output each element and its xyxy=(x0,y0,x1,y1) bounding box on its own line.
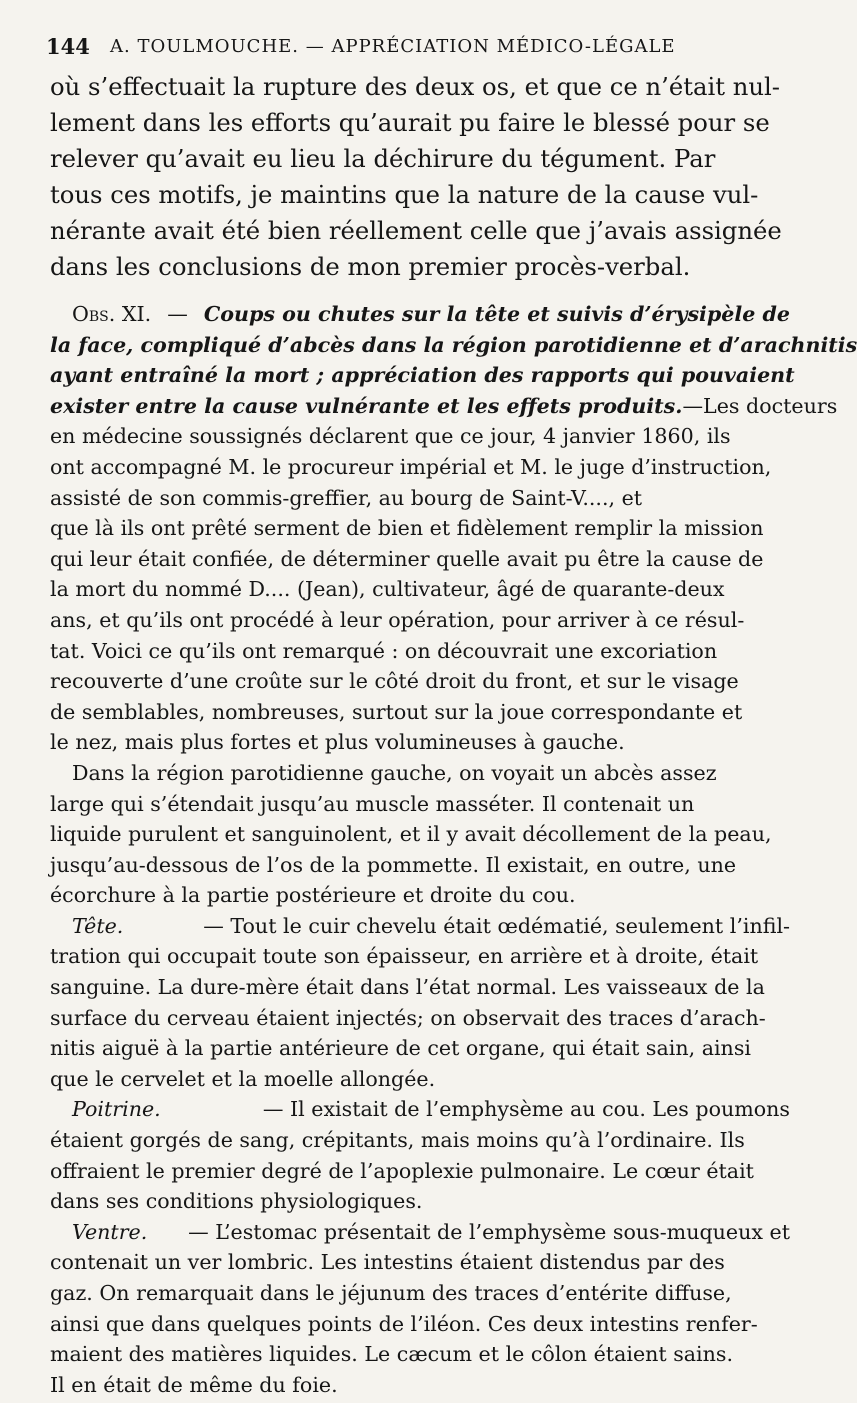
text-line: contenait un ver lombric. Les intestins étaient distendus par des xyxy=(50,1250,725,1275)
text-line: tous ces motifs, je maintins que la nature de la cause vul- xyxy=(50,180,759,209)
section-lead: Poitrine. xyxy=(72,1097,161,1122)
text-line: tration qui occupait toute son épaisseur, en arrière et à droite, était xyxy=(50,944,759,969)
text-line: tat. Voici ce qu’ils ont remarqué : on découvrait une excoriation xyxy=(50,638,718,663)
text-line xyxy=(50,1220,790,1251)
text-line: ans, et qu’ils ont procédé à leur opération, pour arriver à ce résul- xyxy=(50,607,745,632)
text-run: — L’estomac présentait de l’emphysème sous-muqueux et xyxy=(188,1219,790,1244)
paragraph-poitrine xyxy=(50,1097,790,1219)
text-line: qui leur était confiée, de déterminer quelle avait pu être la cause de xyxy=(50,546,764,571)
text-line: où s’effectuait la rupture des deux os, et que ce n’était nul- xyxy=(50,72,780,101)
text-line: écorchure à la partie postérieure et droite du cou. xyxy=(50,883,576,908)
text-line: gaz. On remarquait dans le jéjunum des traces d’entérite diffuse, xyxy=(50,1281,732,1305)
observation-title-end: exister entre la cause vulnérante et les effets produits. xyxy=(50,393,683,418)
text-line: jusqu’au-dessous de l’os de la pommette. Il existait, en outre, une xyxy=(50,852,737,877)
text-line: la mort du nommé D.... (Jean), cultivateur, âgé de quarante-deux xyxy=(50,577,725,602)
text-line: dans les conclusions de mon premier procès-verbal. xyxy=(50,252,691,281)
text-line: en médecine soussignés déclarent que ce jour, 4 janvier 1860, ils xyxy=(50,424,731,449)
text-line: sanguine. La dure-mère était dans l’état normal. Les vaisseaux de la xyxy=(50,975,765,1000)
page-number: 144 xyxy=(46,34,90,59)
running-title: A. TOULMOUCHE. — APPRÉCIATION MÉDICO-LÉGALE xyxy=(110,36,676,57)
text-line: lement dans les efforts qu’aurait pu faire le blessé pour se xyxy=(50,108,770,137)
text-line: ont accompagné M. le procureur impérial et M. le juge d’instruction, xyxy=(50,454,772,479)
text-line: liquide purulent et sanguinolent, et il y avait décollement de la peau, xyxy=(50,822,772,847)
paragraph-parotid xyxy=(50,761,790,914)
observation-paragraph xyxy=(50,302,857,761)
observation-heading-line xyxy=(50,302,790,333)
observation-text-start: —Les docteurs xyxy=(682,393,838,418)
paragraph-ventre xyxy=(50,1220,790,1403)
text-line: relever qu’avait eu lieu la déchirure du tégument. Par xyxy=(50,144,716,173)
text-line: Dans la région parotidienne gauche, on voyait un abcès assez xyxy=(72,760,717,785)
section-lead: Tête. xyxy=(72,913,124,938)
text-line: que le cervelet et la moelle allongée. xyxy=(50,1066,436,1091)
text-run: — Il existait de l’emphysème au cou. Les poumons xyxy=(262,1097,790,1122)
observation-title: Coups ou chutes sur la tête et suivis d’érysipèle de xyxy=(203,302,790,326)
observation-title-line: la face, compliqué d’abcès dans la région parotidienne et d’arachnitis xyxy=(50,332,857,357)
text-line: dans ses conditions physiologiques. xyxy=(50,1189,423,1214)
text-line: offraient le premier degré de l’apoplexie pulmonaire. Le cœur était xyxy=(50,1158,754,1183)
text-run: — Tout le cuir chevelu était œdématié, seulement l’infil- xyxy=(203,913,790,938)
section-lead: Ventre. xyxy=(72,1219,148,1244)
text-line xyxy=(50,914,790,945)
text-line xyxy=(50,1097,790,1128)
text-line: nitis aiguë à la partie antérieure de cet organe, qui était sain, ainsi xyxy=(50,1036,751,1061)
text-line: assisté de son commis-greffier, au bourg de Saint-V...., et xyxy=(50,485,643,510)
paragraph-continuation xyxy=(50,72,790,288)
paragraph-tete xyxy=(50,914,790,1098)
body-text xyxy=(50,72,857,1403)
text-line: large qui s’étendait jusqu’au muscle masséter. Il contenait un xyxy=(50,791,695,816)
text-line: étaient gorgés de sang, crépitants, mais moins qu’à l’ordinaire. Ils xyxy=(50,1128,745,1153)
text-line: nérante avait été bien réellement celle que j’avais assignée xyxy=(50,216,782,245)
text-line: ainsi que dans quelques points de l’iléon. Ces deux intestins renfer- xyxy=(50,1311,758,1336)
text-line: le nez, mais plus fortes et plus volumineuses à gauche. xyxy=(50,730,625,755)
observation-label: Obs. XI. xyxy=(72,302,152,326)
text-line: recouverte d’une croûte sur le côté droit du front, et sur le visage xyxy=(50,669,739,694)
text-line: surface du cerveau étaient injectés; on observait des traces d’arach- xyxy=(50,1005,766,1030)
text-line: que là ils ont prêté serment de bien et fidèlement remplir la mission xyxy=(50,516,764,541)
running-head xyxy=(46,34,790,64)
observation-title-line: ayant entraîné la mort ; appréciation des rapports qui pouvaient xyxy=(50,363,795,388)
text-line: Il en était de même du foie. xyxy=(50,1372,338,1397)
text-line: maient des matières liquides. Le cæcum et le côlon étaient sains. xyxy=(50,1342,734,1367)
text-line: de semblables, nombreuses, surtout sur la joue correspondante et xyxy=(50,699,743,724)
em-dash: — xyxy=(167,302,188,326)
observation-title-line xyxy=(50,393,838,425)
